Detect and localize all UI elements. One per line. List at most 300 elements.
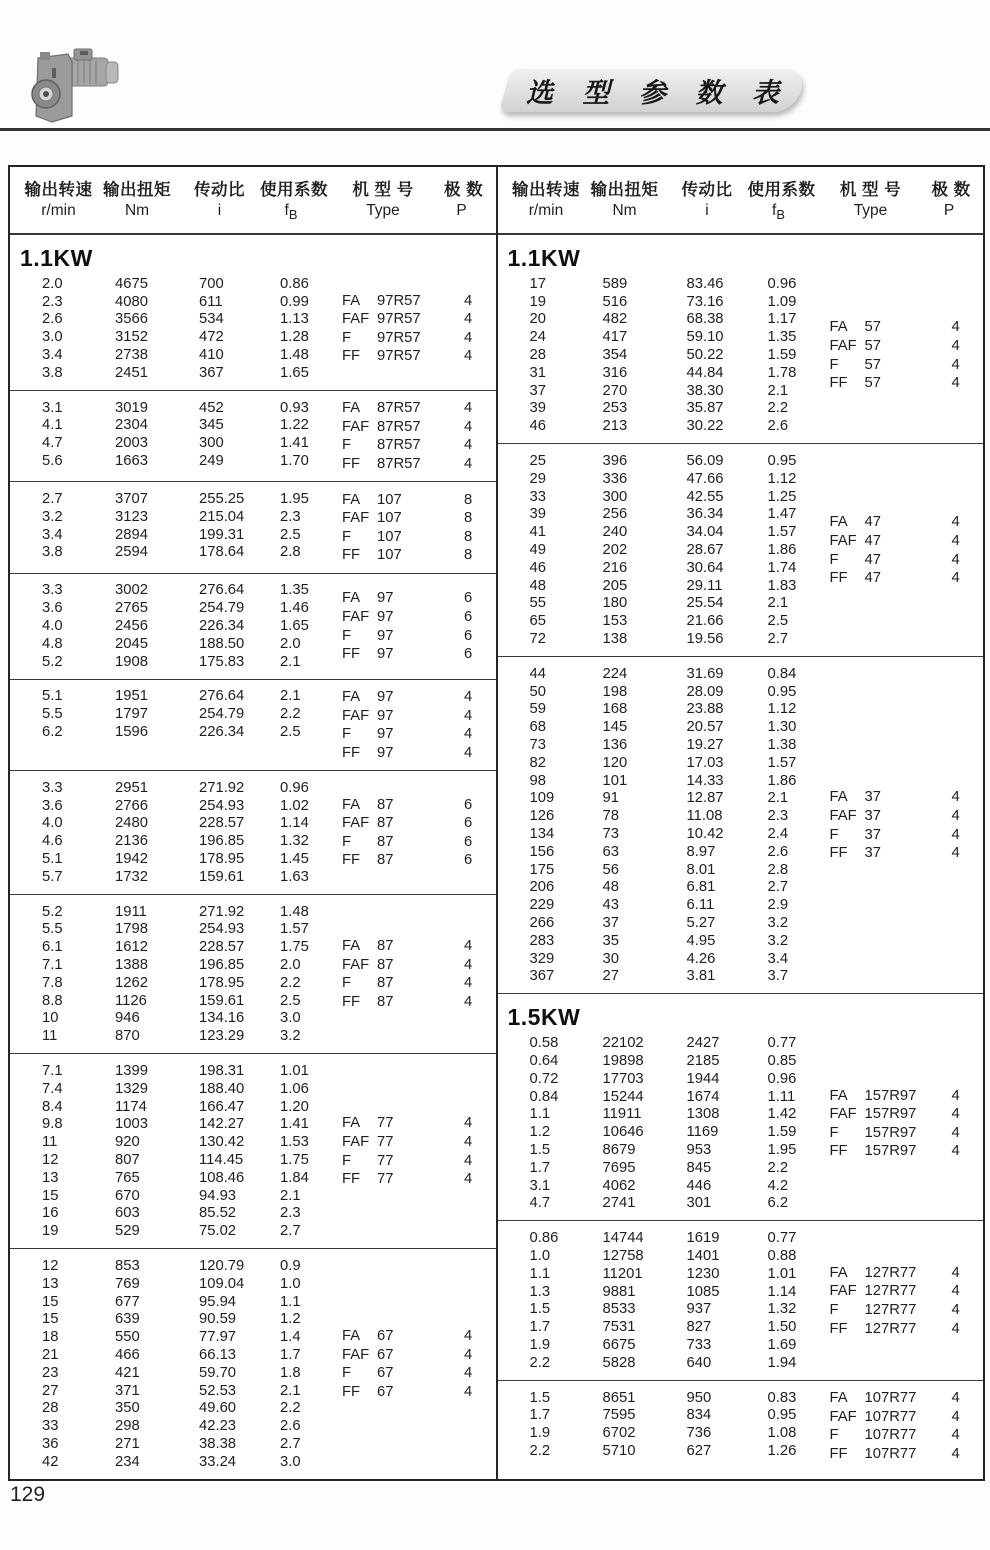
type-row [342, 1364, 494, 1383]
torque-cell: 765 [115, 1169, 140, 1186]
service-factor-cell: 2.5 [280, 724, 301, 741]
poles-cell: 4 [951, 1264, 960, 1281]
torque-cell: 3566 [115, 311, 148, 328]
torque-cell: 138 [602, 631, 628, 648]
type-prefix: FF [829, 845, 848, 861]
ratio-cell: 2185 [686, 1052, 720, 1069]
type-row [342, 589, 494, 608]
speed-cell: 5.5 [42, 921, 63, 938]
type-row [342, 974, 494, 993]
type-model: 87 [377, 956, 394, 973]
service-factor-cell: 1.95 [280, 491, 309, 508]
speed-cell: 2.6 [42, 311, 63, 328]
torque-cell: 350 [115, 1400, 140, 1417]
torque-cell: 516 [602, 293, 628, 310]
speed-cell: 3.1 [529, 1177, 551, 1194]
type-row [830, 550, 982, 569]
poles-cell: 4 [464, 437, 473, 454]
ratio-cell: 1230 [686, 1265, 720, 1282]
ratio-cell: 276.64 [199, 582, 245, 599]
ratio-cell: 5.27 [686, 914, 716, 931]
ratio-cell: 77.97 [199, 1329, 237, 1346]
service-factor-cell: 2.1 [280, 1382, 301, 1399]
ratio-cell: 31.69 [686, 665, 724, 682]
table-row [10, 1027, 496, 1045]
torque-cell: 3707 [115, 491, 148, 508]
title-banner [499, 69, 807, 112]
type-cell [342, 1134, 464, 1150]
torque-cell: 1911 [115, 903, 147, 920]
ratio-cell: 199.31 [199, 526, 245, 543]
type-cell [342, 726, 464, 742]
type-model: 87 [377, 815, 394, 832]
table-row [10, 868, 496, 886]
service-factor-cell: 1.41 [280, 435, 309, 452]
ratio-cell: 1674 [686, 1088, 720, 1105]
speed-cell: 4.8 [42, 635, 63, 652]
ratio-cell: 834 [686, 1407, 712, 1424]
type-prefix: FA [342, 1115, 361, 1132]
service-factor-cell: 3.2 [280, 1028, 301, 1045]
torque-cell: 30 [602, 950, 619, 967]
torque-cell: 2456 [115, 618, 148, 635]
type-row [830, 374, 982, 393]
type-block [342, 589, 494, 663]
type-row [342, 795, 494, 814]
poles-cell: 6 [464, 590, 473, 607]
type-row [830, 318, 982, 337]
ratio-cell: 83.46 [686, 275, 724, 292]
torque-cell: 253 [602, 400, 628, 417]
torque-cell: 300 [602, 488, 628, 505]
service-factor-cell: 1.02 [280, 797, 309, 814]
speed-cell: 7.1 [42, 1062, 63, 1079]
ratio-cell: 534 [199, 311, 224, 328]
ratio-cell: 228.57 [199, 815, 245, 832]
type-row [342, 1151, 494, 1170]
type-cell [830, 1283, 952, 1299]
type-cell [830, 1087, 952, 1103]
service-factor-cell: 0.96 [280, 779, 309, 796]
type-model: 77 [377, 1115, 394, 1132]
type-cell [830, 1320, 952, 1336]
type-model: 157R97 [864, 1105, 917, 1122]
type-row [342, 310, 494, 329]
torque-cell: 271 [115, 1435, 140, 1452]
type-row [830, 1142, 982, 1161]
ratio-cell: 90.59 [199, 1311, 237, 1328]
poles-cell: 4 [951, 1408, 960, 1425]
type-cell [342, 311, 464, 327]
service-factor-cell: 0.95 [767, 1407, 797, 1424]
poles-cell: 4 [464, 993, 473, 1010]
table-row [498, 861, 984, 879]
poles-cell: 4 [951, 807, 960, 824]
service-factor-cell: 2.1 [767, 382, 789, 399]
type-model: 67 [377, 1327, 394, 1344]
type-row [342, 1170, 494, 1189]
ratio-cell: 29.11 [686, 577, 723, 594]
speed-cell: 19 [529, 293, 546, 310]
service-factor-cell: 1.30 [767, 719, 797, 736]
torque-cell: 1663 [115, 453, 148, 470]
torque-cell: 1596 [115, 724, 148, 741]
ratio-cell: 50.22 [686, 347, 724, 364]
type-block [342, 1114, 494, 1188]
torque-cell: 224 [602, 665, 628, 682]
type-cell [342, 957, 464, 973]
type-prefix: FA [342, 688, 361, 705]
ratio-cell: 30.22 [686, 418, 724, 435]
power-group-label: 1.5KW [507, 1004, 581, 1031]
type-model: 67 [377, 1365, 394, 1382]
service-factor-cell: 1.47 [767, 506, 797, 523]
section-body [498, 1389, 984, 1463]
type-cell [342, 1171, 464, 1187]
ratio-cell: 20.57 [686, 719, 724, 736]
speed-cell: 8.8 [42, 992, 63, 1009]
table-section [10, 390, 496, 481]
table-row [498, 1034, 984, 1052]
type-model: 107R77 [864, 1408, 917, 1425]
table-row [498, 417, 984, 435]
ratio-cell: 14.33 [686, 772, 724, 789]
type-cell [830, 1302, 952, 1318]
column-header-unit: Type [853, 202, 888, 219]
service-factor-cell: 2.1 [280, 688, 301, 705]
table-row [498, 1070, 984, 1088]
type-row [830, 531, 982, 550]
service-factor-cell: 1.28 [280, 329, 309, 346]
type-prefix: F [829, 356, 839, 373]
ratio-cell: 95.94 [199, 1293, 237, 1310]
torque-cell: 316 [602, 364, 628, 381]
table-section [10, 1248, 496, 1479]
type-model: 37 [864, 789, 881, 806]
service-factor-cell: 1.01 [280, 1062, 309, 1079]
poles-cell: 6 [464, 815, 473, 832]
torque-cell: 396 [602, 453, 628, 470]
type-cell [830, 551, 952, 567]
ratio-cell: 38.30 [686, 382, 724, 399]
table-header [10, 167, 496, 234]
type-prefix: FF [829, 1445, 848, 1462]
type-prefix: FF [342, 993, 361, 1010]
column-header-cn: 极 数 [931, 181, 971, 199]
torque-cell: 354 [602, 347, 628, 364]
type-model: 97R57 [377, 311, 421, 328]
service-factor-cell: 2.2 [767, 1159, 789, 1176]
service-factor-cell: 1.65 [280, 618, 309, 635]
table-row [10, 1435, 496, 1453]
type-row [830, 844, 982, 863]
ratio-cell: 4.95 [686, 932, 716, 949]
type-prefix: FF [342, 1383, 361, 1400]
table-left-column [10, 167, 496, 1479]
torque-cell: 946 [115, 1010, 140, 1027]
table-row [498, 950, 984, 968]
type-model: 87R57 [377, 400, 421, 417]
ratio-cell: 6.11 [686, 897, 715, 914]
speed-cell: 4.7 [42, 435, 63, 452]
service-factor-cell: 1.12 [767, 701, 797, 718]
table-row [498, 967, 984, 985]
type-row [342, 743, 494, 762]
type-model: 47 [864, 551, 881, 568]
type-cell [830, 826, 952, 842]
ratio-cell: 254.79 [199, 706, 245, 723]
type-model: 47 [864, 569, 881, 586]
type-row [342, 291, 494, 310]
service-factor-cell: 1.06 [280, 1080, 309, 1097]
torque-cell: 417 [602, 329, 628, 346]
section-body [10, 779, 496, 886]
type-cell [830, 808, 952, 824]
poles-cell: 8 [464, 491, 473, 508]
torque-cell: 1126 [115, 992, 147, 1009]
ratio-cell: 188.40 [199, 1080, 245, 1097]
type-model: 107 [377, 491, 402, 508]
type-cell [342, 437, 464, 453]
poles-cell: 4 [464, 975, 473, 992]
poles-cell: 4 [464, 1365, 473, 1382]
section-body [10, 490, 496, 564]
power-group-label: 1.1KW [20, 245, 93, 271]
ratio-cell: 109.04 [199, 1275, 245, 1292]
speed-cell: 109 [529, 790, 555, 807]
type-cell [830, 1106, 952, 1122]
service-factor-cell: 1.48 [280, 903, 309, 920]
poles-cell: 4 [951, 1143, 960, 1160]
speed-cell: 4.1 [42, 417, 63, 434]
torque-cell: 2451 [115, 364, 148, 381]
torque-cell: 769 [115, 1275, 140, 1292]
torque-cell: 4675 [115, 275, 148, 292]
type-row [342, 814, 494, 833]
service-factor-cell: 3.7 [767, 968, 789, 985]
type-prefix: FAF [342, 1346, 370, 1363]
table-row [498, 1354, 984, 1372]
type-row [342, 1382, 494, 1401]
service-factor-cell: 1.35 [767, 329, 797, 346]
service-factor-cell: 2.5 [767, 613, 789, 630]
type-prefix: FF [342, 1170, 361, 1187]
ratio-cell: 38.38 [199, 1435, 237, 1452]
table-row [498, 1194, 984, 1212]
speed-cell: 1.9 [529, 1425, 551, 1442]
speed-cell: 1.5 [529, 1141, 551, 1158]
type-prefix: FA [342, 400, 361, 417]
type-prefix: FF [829, 1320, 848, 1337]
speed-cell: 2.2 [529, 1354, 551, 1371]
speed-cell: 329 [529, 950, 555, 967]
type-prefix: FA [829, 1389, 848, 1406]
service-factor-cell: 1.83 [767, 577, 797, 594]
type-prefix: FF [829, 374, 848, 391]
speed-cell: 7.8 [42, 974, 63, 991]
type-model: 107 [377, 528, 402, 545]
ratio-cell: 733 [686, 1336, 712, 1353]
speed-cell: 98 [529, 772, 546, 789]
page-title: 选 型 参 数 表 [526, 78, 791, 108]
ratio-cell: 254.93 [199, 921, 245, 938]
service-factor-cell: 1.38 [767, 737, 797, 754]
torque-cell: 48 [602, 879, 619, 896]
type-model: 87R57 [377, 437, 421, 454]
service-factor-cell: 2.1 [767, 790, 789, 807]
torque-cell: 27 [602, 968, 619, 985]
table-section [498, 993, 984, 1220]
type-cell [342, 796, 464, 812]
torque-cell: 2594 [115, 544, 148, 561]
type-row [342, 607, 494, 626]
service-factor-cell: 3.2 [767, 932, 789, 949]
section-body [498, 1034, 984, 1212]
table-row [498, 630, 984, 648]
service-factor-cell: 2.6 [280, 1418, 301, 1435]
speed-cell: 3.1 [42, 399, 63, 416]
speed-cell: 229 [529, 897, 555, 914]
service-factor-cell: 0.96 [767, 1070, 797, 1087]
speed-cell: 3.8 [42, 544, 63, 561]
type-model: 67 [377, 1383, 394, 1400]
type-model: 77 [377, 1170, 394, 1187]
type-row [342, 1114, 494, 1133]
type-row [342, 626, 494, 645]
torque-cell: 202 [602, 542, 628, 559]
ratio-cell: 827 [686, 1319, 712, 1336]
type-prefix: FF [342, 852, 361, 869]
table-row [10, 1080, 496, 1098]
section-body [10, 1257, 496, 1471]
service-factor-cell: 1.63 [280, 868, 309, 885]
type-model: 57 [864, 319, 881, 336]
torque-cell: 2003 [115, 435, 148, 452]
torque-cell: 153 [602, 613, 628, 630]
service-factor-cell: 1.09 [767, 293, 797, 310]
speed-cell: 1.5 [529, 1301, 551, 1318]
torque-cell: 8679 [602, 1141, 636, 1158]
torque-cell: 56 [602, 861, 619, 878]
ratio-cell: 178.95 [199, 974, 245, 991]
ratio-cell: 33.24 [199, 1453, 237, 1470]
table-row [10, 1275, 496, 1293]
type-prefix: FAF [342, 707, 370, 724]
speed-cell: 36 [42, 1435, 59, 1452]
poles-cell: 4 [951, 1105, 960, 1122]
type-model: 157R97 [864, 1087, 917, 1104]
speed-cell: 68 [529, 719, 546, 736]
type-prefix: FA [829, 1264, 848, 1281]
torque-cell: 4062 [602, 1177, 636, 1194]
poles-cell: 4 [951, 845, 960, 861]
speed-cell: 23 [42, 1364, 59, 1381]
column-header-unit: $f_B$ [772, 202, 785, 223]
poles-cell: 6 [464, 627, 473, 644]
torque-cell: 1262 [115, 974, 148, 991]
torque-cell: 371 [115, 1382, 140, 1399]
type-block [342, 937, 494, 1011]
service-factor-cell: 1.75 [280, 1151, 309, 1168]
service-factor-cell: 1.22 [280, 417, 309, 434]
type-row [830, 1389, 982, 1408]
table-section [10, 234, 496, 390]
type-prefix: FA [829, 789, 848, 806]
column-header-unit: i [705, 202, 709, 219]
torque-cell: 1174 [115, 1098, 147, 1115]
service-factor-cell: 4.2 [767, 1177, 789, 1194]
type-prefix: F [829, 1301, 839, 1318]
service-factor-cell: 1.12 [767, 470, 797, 487]
torque-cell: 2480 [115, 815, 148, 832]
poles-cell: 4 [951, 319, 960, 336]
type-block [342, 490, 494, 564]
type-cell [342, 330, 464, 346]
table-header [498, 167, 984, 234]
table-section [498, 1380, 984, 1471]
speed-cell: 72 [529, 631, 546, 648]
table-row [498, 665, 984, 683]
torque-cell: 11201 [602, 1265, 643, 1282]
type-prefix: FA [342, 796, 361, 813]
section-body [10, 903, 496, 1045]
type-model: 127R77 [864, 1301, 917, 1318]
speed-cell: 13 [42, 1169, 59, 1186]
type-cell [342, 1328, 464, 1344]
service-factor-cell: 1.32 [280, 833, 309, 850]
ratio-cell: 8.97 [686, 843, 716, 860]
type-row [830, 1086, 982, 1105]
type-row [830, 1300, 982, 1319]
service-factor-cell: 2.5 [280, 992, 301, 1009]
table-row [498, 595, 984, 613]
poles-cell: 6 [464, 796, 473, 813]
type-row [830, 1123, 982, 1142]
torque-cell: 3019 [115, 399, 148, 416]
section-body [10, 275, 496, 382]
service-factor-cell: 2.2 [280, 1400, 301, 1417]
type-cell [342, 510, 464, 526]
ratio-cell: 175.83 [199, 653, 245, 670]
service-factor-cell: 2.5 [280, 526, 301, 543]
column-header-cn: 传动比 [194, 181, 245, 199]
type-model: 97 [377, 744, 394, 761]
gearmotor-illustration [22, 32, 126, 128]
ratio-cell: 1401 [686, 1247, 720, 1264]
ratio-cell: 44.84 [686, 364, 724, 381]
type-cell [342, 1384, 464, 1400]
service-factor-cell: 2.8 [280, 544, 301, 561]
type-cell [342, 400, 464, 416]
service-factor-cell: 1.2 [280, 1311, 301, 1328]
poles-cell: 4 [951, 1087, 960, 1104]
section-body [498, 1229, 984, 1371]
ratio-cell: 178.64 [199, 544, 245, 561]
torque-cell: 1003 [115, 1116, 148, 1133]
column-header-unit: P [943, 202, 955, 219]
speed-cell: 4.0 [42, 815, 63, 832]
service-factor-cell: 1.74 [767, 559, 797, 576]
type-model: 97 [377, 627, 394, 644]
ratio-cell: 142.27 [199, 1116, 245, 1133]
table-row [498, 488, 984, 506]
ratio-cell: 345 [199, 417, 224, 434]
service-factor-cell: 2.2 [280, 706, 301, 723]
type-model: 97 [377, 707, 394, 724]
ratio-cell: 49.60 [199, 1400, 237, 1417]
type-cell [342, 646, 464, 662]
poles-cell: 4 [464, 1383, 473, 1400]
